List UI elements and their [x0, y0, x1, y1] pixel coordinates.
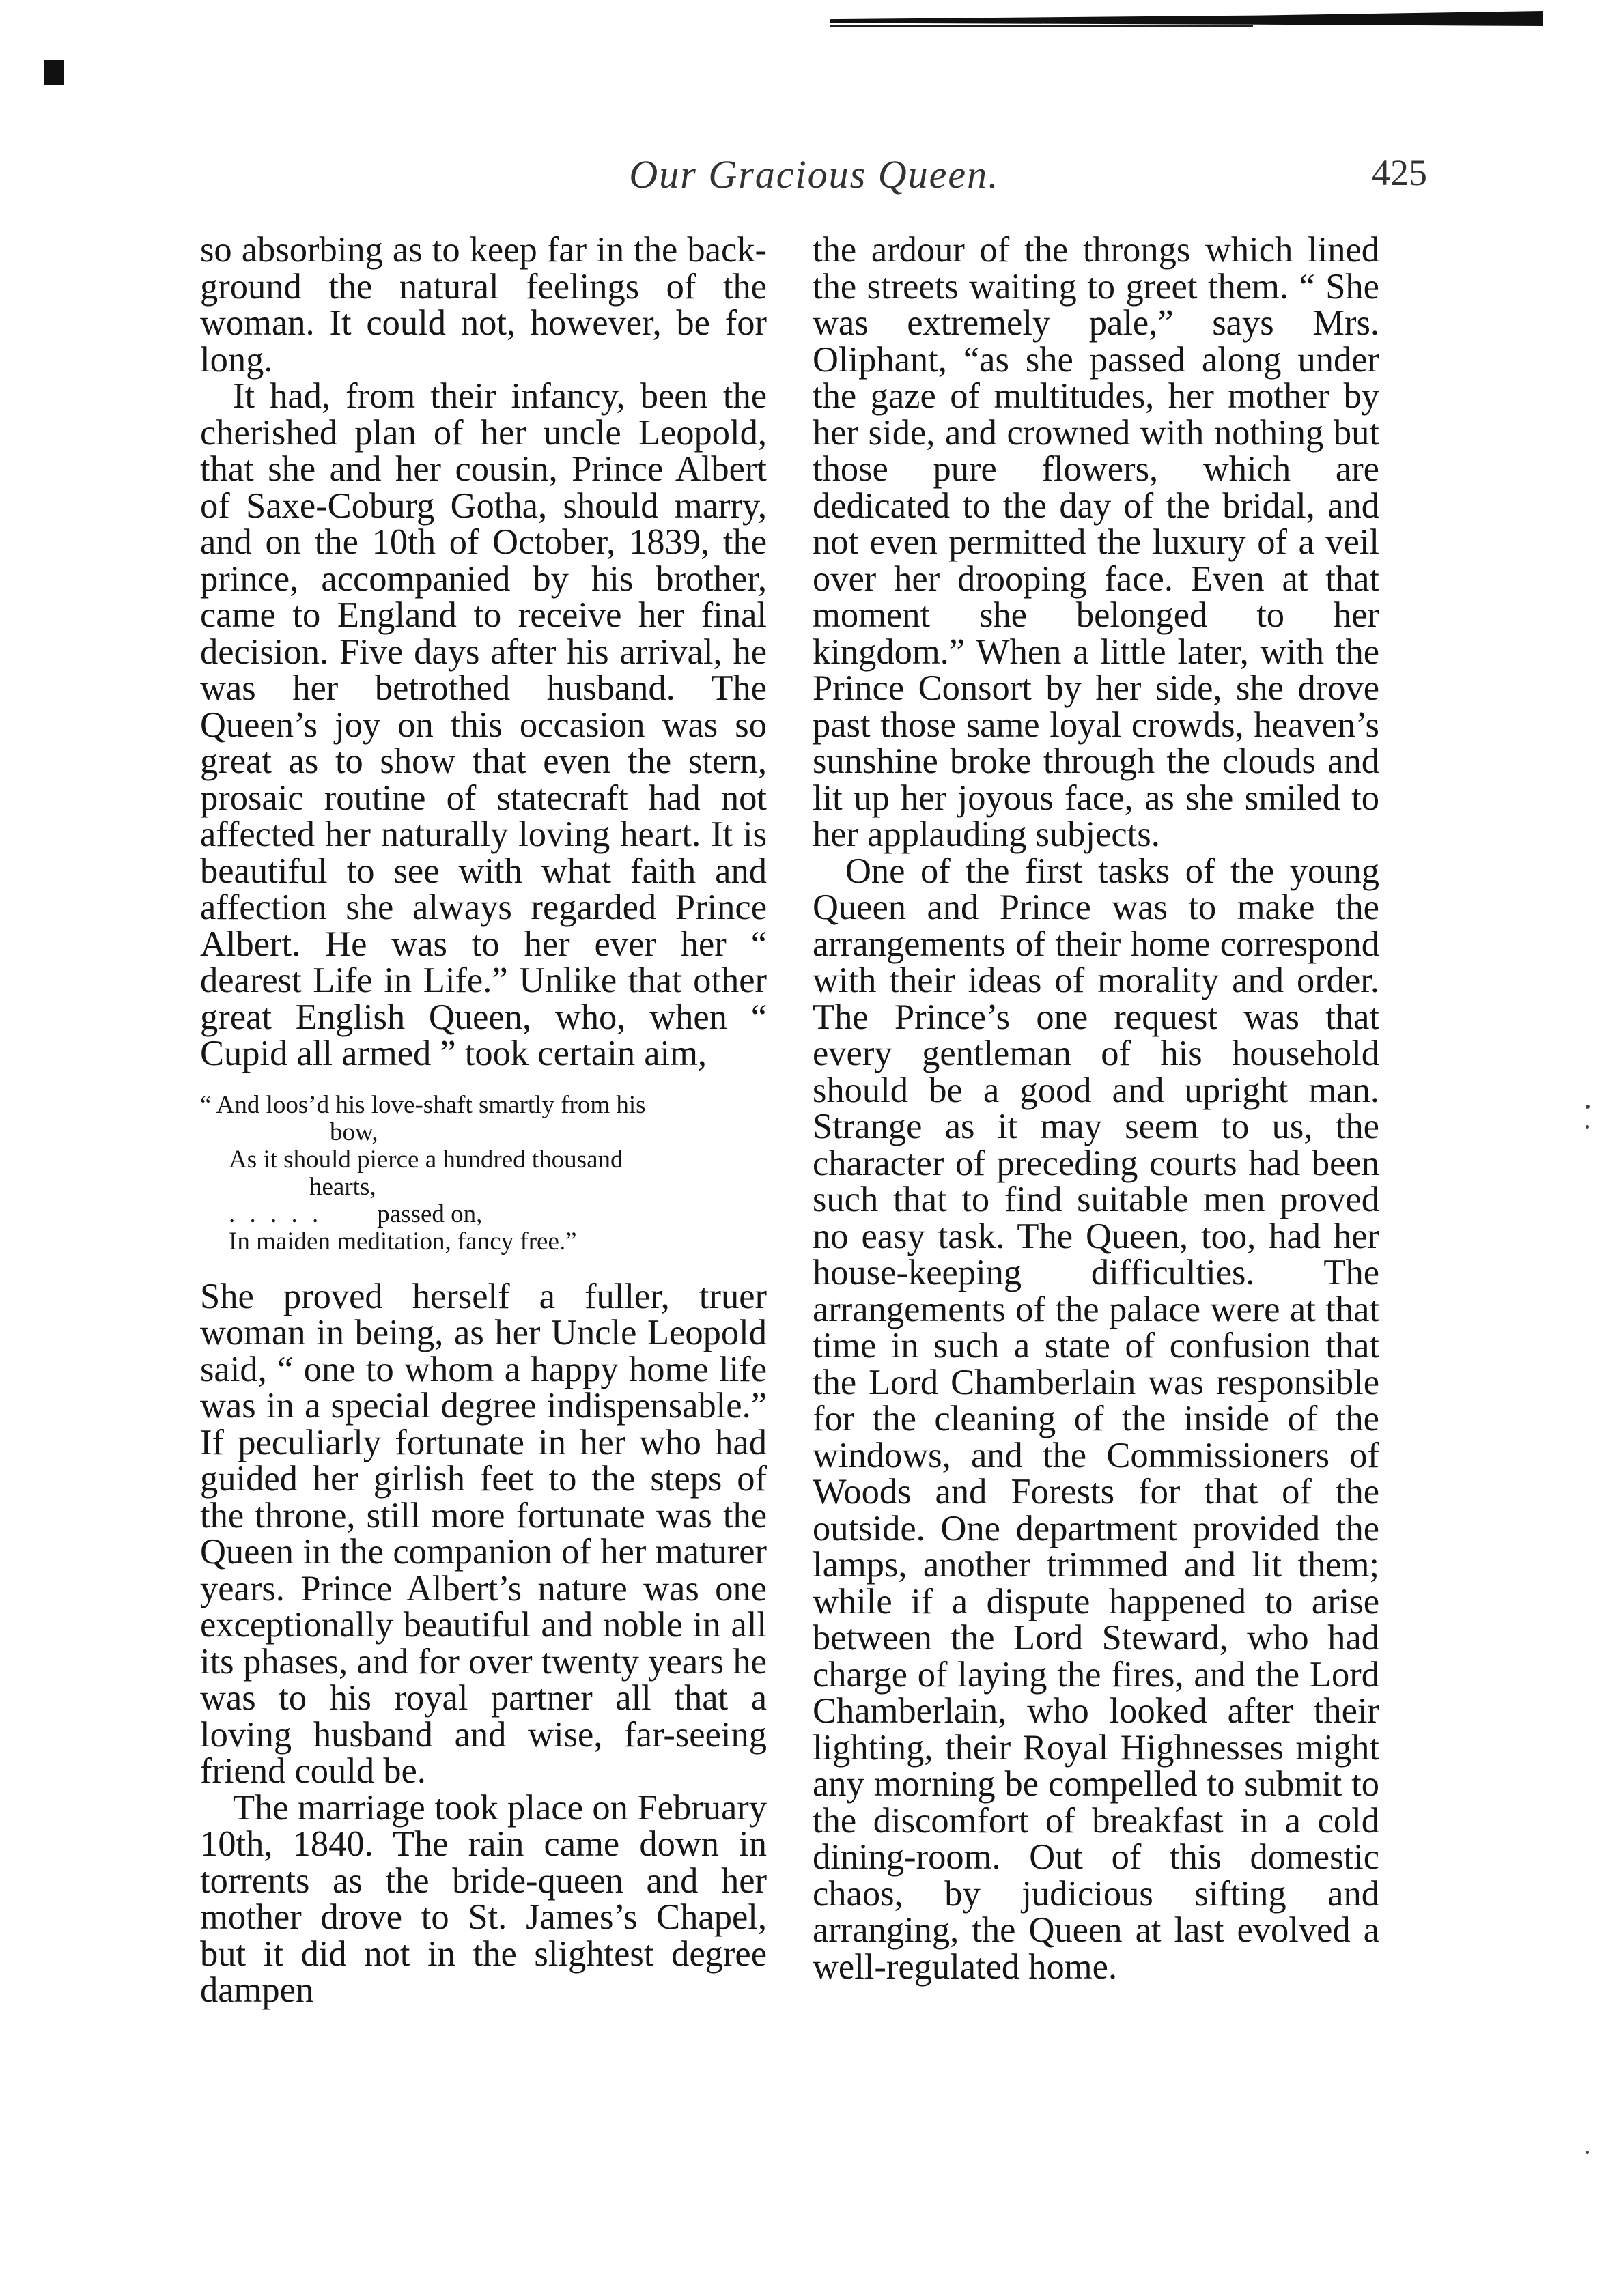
left-column — [200, 232, 767, 2009]
scan-corner-mark — [44, 60, 64, 85]
verse-line: As it should pierce a hundred thousand — [229, 1145, 623, 1174]
verse-line — [200, 1201, 767, 1228]
top-rule-decoration — [830, 11, 1543, 26]
scan-speck — [1586, 1125, 1589, 1129]
running-title: Our Gracious Queen. — [629, 152, 1000, 197]
paragraph: She proved herself a fuller, truer woman in being, as her Uncle Leopold said, “ one to whom a happy home life was in a special degree indispensable.” If peculiarly fortunate in her who had guided her girlish feet to the steps of the throne, still more fortunate was the Queen in the companion of her maturer years. Prince Albert’s nature was one exceptionally beautiful and noble in all its phases, and for over twenty years he was to his royal partner all that a loving husband and wise, far-seeing friend could be. — [200, 1276, 767, 1791]
paragraph: The marriage took place on February 10th, 1840. The rain came down in torrents as the bride-queen and her mother drove to St. James’s Chapel, but it did not in the slightest degree dampen — [200, 1787, 767, 2010]
paragraph: One of the first tasks of the young Queen and Prince was to make the arrangements of their home correspond with their ideas of morality and order. The Prince’s one request was that every gentleman of his household should be a good and upright man. Strange as it may seem to us, the character of preceding courts had been such that to find suitable men proved no easy task. The Queen, too, had her house-keeping difficulties. The arrangements of the palace were at that time in such a state of confusion that the Lord Chamberlain was responsible for the cleaning of the inside of the windows, and the Commissioners of Woods and Forests for that of the outside. One department provided the lamps, another trimmed and lit them; while if a dispute happened to arise between the Lord Steward, who had charge of laying the fires, and the Lord Chamberlain, who looked after their lighting, their Royal Highnesses might any morning be compelled to submit to the discomfort of breakfast in a cold dining-room. Out of this domestic chaos, by judicious sifting and arranging, the Queen at last evolved a well-regulated home. — [813, 851, 1379, 1987]
right-column — [813, 232, 1379, 1985]
paragraph: the ardour of the throngs which lined the streets waiting to greet them. “ She was extremely pale,” says Mrs. Oliphant, “as she passed along under the gaze of multitudes, her mother by her side, and crowned with nothing but those pure flowers, which are dedicated to the day of the bridal, and not even permitted the luxury of a veil over her drooping face. Even at that moment she belonged to her kingdom.” When a little later, with the Prince Consort by her side, she drove past those same loyal crowds, heaven’s sunshine broke through the clouds and lit up her joyous face, as she smiled to her applauding subjects. — [813, 230, 1379, 854]
verse-line: “ And loos’d his love-shaft smartly from his — [200, 1090, 646, 1119]
verse-ellipsis: . . . . . — [229, 1200, 323, 1228]
verse-line: hearts, — [309, 1172, 376, 1201]
paragraph: It had, from their infancy, been the cherished plan of her uncle Leopold, that she and her cousin, Prince Albert of Saxe-Coburg Gotha, should marry, and on the 10th of October, 1839, the prince, accompanied by his brother, came to England to receive her final decision. Five days after his arrival, he was her betrothed husband. The Queen’s joy on this occasion was so great as to show that even the stern, prosaic routine of statecraft had not affected her naturally loving heart. It is beautiful to see with what faith and affection she always regarded Prince Albert. He was to her ever her “ dearest Life in Life.” Unlike that other great English Queen, who, when “ Cupid all armed ” took certain aim, — [200, 376, 767, 1073]
page-number: 425 — [1372, 152, 1427, 193]
verse-line-text: passed on, — [377, 1200, 483, 1228]
paragraph: so absorbing as to keep far in the back-ground the natural feelings of the woman. It could not, however, be for long. — [200, 230, 767, 380]
page-header — [201, 152, 1427, 206]
scan-speck — [1586, 2151, 1589, 2154]
verse-line: In maiden meditation, fancy free.” — [229, 1227, 577, 1256]
top-rule-thin — [830, 25, 1253, 27]
verse-line: bow, — [330, 1118, 378, 1146]
scan-speck — [1586, 1105, 1590, 1109]
verse-quotation — [200, 1092, 767, 1256]
